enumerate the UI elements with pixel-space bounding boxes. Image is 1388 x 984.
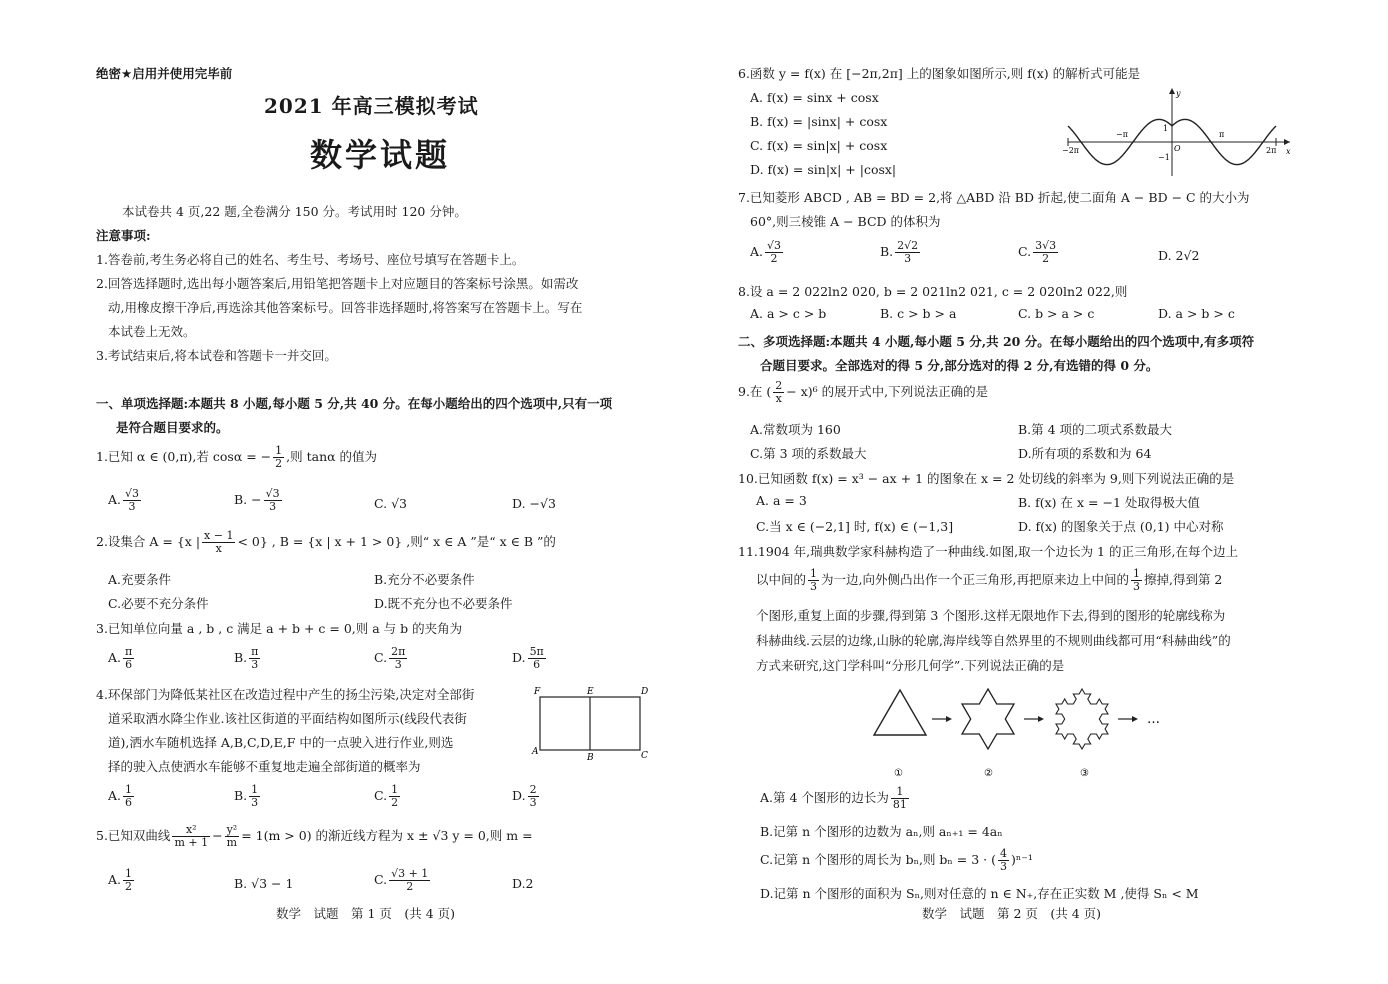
question-11-line: 方式来研究,这门学科叫“分形几何学”.下列说法正确的是 [756, 658, 1065, 673]
koch-stage-3 [1056, 689, 1108, 749]
question-7-line: 60°,则三棱锥 A − BCD 的体积为 [750, 214, 941, 229]
q6-option-c: C. f(x) = sin|x| + cosx [750, 138, 888, 153]
q4-option-d: D. $\frac{2}{3}$ [512, 783, 537, 809]
question-4-line: 道采取洒水降尘作业.该社区街道的平面结构如图所示(线段代表街 [108, 711, 467, 726]
question-9-stem: 9.在 ( $\frac{2}{x}$ − x)⁶ 的展开式中,下列说法正确的是 [738, 379, 989, 405]
q4-option-a: A. $\frac{1}{6}$ [108, 783, 133, 809]
question-5-stem: 5.已知双曲线 $\frac{\text{x²}}{m + 1}$ − $\frac{\text{y²}}{m}$ = 1(m > 0) 的渐近线方程为 x ± √3 y = 0,则 m = [96, 823, 533, 849]
origin-label: O [1174, 144, 1181, 153]
q7-option-a: A. $\frac{√3}{2}$ [750, 239, 782, 265]
ellipsis: … [1147, 712, 1160, 727]
koch-stage-2 [962, 689, 1014, 749]
q2-option-b: B.充分不必要条件 [374, 572, 475, 587]
section1-heading: 一、单项选择题:本题共 8 小题,每小题 5 分,共 40 分。在每小题给出的四个选项中,只有一项 [96, 396, 613, 411]
point-label: D [641, 687, 649, 697]
q9-option-b: B.第 4 项的二项式系数最大 [1018, 422, 1173, 437]
function-graph [1062, 84, 1298, 180]
question-2-stem: 2.设集合 A = {x | $\frac{x - 1}{x}$ < 0} , B = {x | x + 1 > 0} ,则“ x ∈ A ”是“ x ∈ B ”的 [96, 529, 556, 555]
section1-heading-cont: 是符合题目要求的。 [116, 420, 229, 435]
question-4-line: 择的驶入点使洒水车能够不重复地走遍全部街道的概率为 [108, 759, 421, 774]
exam-title: 2021 年高三模拟考试 [264, 94, 479, 118]
q6-option-b: B. f(x) = |sinx| + cosx [750, 114, 888, 129]
question-8-stem: 8.设 a = 2 022ln2 020, b = 2 021ln2 021, c = 2 020ln2 022,则 [738, 284, 1128, 299]
q10-option-b: B. f(x) 在 x = −1 处取得极大值 [1018, 495, 1200, 510]
note-line: 动,用橡皮擦干净后,再选涂其他答案标号。回答非选择题时,将答案写在答题卡上。写在 [108, 300, 583, 315]
note-line: 3.考试结束后,将本试卷和答题卡一并交回。 [96, 348, 337, 363]
q10-option-a: A. a = 3 [756, 493, 807, 508]
q8-option-c: C. b > a > c [1018, 306, 1095, 321]
tick-label: −2π [1062, 146, 1080, 155]
page-footer-left: 数学 试题 第 1 页 (共 4 页) [276, 906, 456, 921]
q9-option-d: D.所有项的系数和为 64 [1018, 446, 1152, 461]
y-axis-arrow-icon [1169, 88, 1175, 94]
point-label: C [641, 751, 648, 761]
x-axis-arrow-icon [1284, 139, 1290, 145]
subject-title: 数学试题 [310, 136, 451, 174]
q3-option-d: D. $\frac{5\pi}{6}$ [512, 645, 544, 671]
q3-option-a: A. $\frac{\pi}{6}$ [108, 645, 133, 671]
q10-option-c: C.当 x ∈ (−2,1] 时, f(x) ∈ (−1,3] [756, 519, 954, 534]
q6-option-d: D. f(x) = sin|x| + |cosx| [750, 162, 897, 177]
q1-option-a: A. $\frac{√3}{3}$ [108, 487, 140, 513]
q11-option-c: C.记第 n 个图形的周长为 bₙ,则 bₙ = 3 · ( $\frac{4}{3}$ )ⁿ⁻¹ [760, 847, 1033, 873]
arrow-right-icon [1132, 716, 1138, 722]
koch-stage-1 [874, 690, 926, 735]
question-11-line: 个图形,重复上面的步骤,得到第 3 个图形.这样无限地作下去,得到的图形的轮廓线称为 [756, 608, 1226, 623]
figure-label: ① [894, 768, 903, 779]
q11-option-a: A.第 4 个图形的边长为 $\frac{1}{81}$ [760, 785, 907, 811]
q3-option-b: B. $\frac{\pi}{3}$ [234, 645, 259, 671]
question-3-stem: 3.已知单位向量 a , b , c 满足 a + b + c = 0,则 a 与 b 的夹角为 [96, 621, 463, 636]
tick-label: −π [1116, 130, 1128, 139]
arrow-right-icon [946, 716, 952, 722]
q1-option-d: D. −√3 [512, 496, 556, 511]
q3-option-c: C. $\frac{2\pi}{3}$ [374, 645, 406, 671]
question-11-line: 以中间的 $\frac{1}{3}$ 为一边,向外侧凸出作一个正三角形,再把原来边上中间的 $\frac{1}{3}$ 擦掉,得到第 2 [756, 567, 1223, 593]
x-axis-label: x [1286, 147, 1291, 156]
question-11-line: 科赫曲线.云层的边缘,山脉的轮廓,海岸线等自然界里的不规则曲线都可用“科赫曲线”的 [756, 633, 1231, 648]
q9-option-a: A.常数项为 160 [750, 422, 841, 437]
figure-label: ② [984, 768, 993, 779]
question-10-stem: 10.已知函数 f(x) = x³ − ax + 1 的图象在 x = 2 处切线的斜率为 9,则下列说法正确的是 [738, 471, 1235, 486]
q5-option-d: D.2 [512, 876, 534, 891]
point-label: A [532, 747, 539, 757]
figure-label: ③ [1080, 768, 1089, 779]
tick-label: 2π [1266, 146, 1277, 155]
koch-snowflake-figure [864, 682, 1184, 782]
q1-option-c: C. √3 [374, 496, 407, 511]
q8-option-d: D. a > b > c [1158, 306, 1235, 321]
q2-option-d: D.既不充分也不必要条件 [374, 596, 513, 611]
note-line: 1.答卷前,考生务必将自己的姓名、考生号、考场号、座位号填写在答题卡上。 [96, 252, 525, 267]
note-line: 2.回答选择题时,选出每小题答案后,用铅笔把答题卡上对应题目的答案标号涂黑。如需改 [96, 276, 579, 291]
q5-option-b: B. √3 − 1 [234, 876, 294, 891]
arrow-right-icon [1038, 716, 1044, 722]
question-7-line: 7.已知菱形 ABCD , AB = BD = 2,将 △ABD 沿 BD 折起,使二面角 A − BD − C 的大小为 [738, 190, 1250, 205]
question-4-line: 道),洒水车随机选择 A,B,C,D,E,F 中的一点驶入进行作业,则选 [108, 735, 454, 750]
question-1-stem: 1.已知 α ∈ (0,π),若 cosα = − $\frac{1}{2}$ ,则 tanα 的值为 [96, 444, 378, 470]
q8-option-b: B. c > b > a [880, 306, 957, 321]
tick-label: −1 [1158, 153, 1170, 162]
tick-label: 1 [1163, 124, 1169, 133]
point-label: B [587, 753, 594, 763]
street-layout-figure [530, 684, 654, 764]
exam-intro: 本试卷共 4 页,22 题,全卷满分 150 分。考试用时 120 分钟。 [122, 204, 467, 219]
q10-option-d: D. f(x) 的图象关于点 (0,1) 中心对称 [1018, 519, 1224, 534]
q4-option-b: B. $\frac{1}{3}$ [234, 783, 259, 809]
q2-option-c: C.必要不充分条件 [108, 596, 209, 611]
note-line: 本试卷上无效。 [108, 324, 196, 339]
q7-option-c: C. $\frac{3√3}{2}$ [1018, 239, 1057, 265]
q5-option-a: A. $\frac{1}{2}$ [108, 867, 133, 893]
section2-heading-cont: 合题目要求。全部选对的得 5 分,部分选对的得 2 分,有选错的得 0 分。 [760, 358, 1159, 373]
q9-option-c: C.第 3 项的系数最大 [750, 446, 867, 461]
q11-option-b: B.记第 n 个图形的边数为 aₙ,则 aₙ₊₁ = 4aₙ [760, 824, 1003, 839]
y-axis-label: y [1176, 89, 1181, 98]
q11-option-d: D.记第 n 个图形的面积为 Sₙ,则对任意的 n ∈ N₊,存在正实数 M ,使得 Sₙ < M [760, 886, 1199, 901]
point-label: F [534, 687, 541, 697]
q7-option-b: B. $\frac{2√2}{3}$ [880, 239, 919, 265]
q8-option-a: A. a > c > b [750, 306, 827, 321]
confidential-label: 绝密★启用并使用完毕前 [96, 66, 233, 81]
q7-option-d: D. 2√2 [1158, 248, 1200, 263]
question-4-line: 4.环保部门为降低某社区在改造过程中产生的扬尘污染,决定对全部街 [96, 687, 475, 702]
question-11-line: 11.1904 年,瑞典数学家科赫构造了一种曲线.如图,取一个边长为 1 的正三角形,在每个边上 [738, 544, 1238, 559]
q6-option-a: A. f(x) = sinx + cosx [750, 90, 879, 105]
question-6-stem: 6.函数 y = f(x) 在 [−2π,2π] 上的图象如图所示,则 f(x) 的解析式可能是 [738, 66, 1141, 81]
q1-option-b: B. − $\frac{√3}{3}$ [234, 487, 280, 513]
notes-heading: 注意事项: [96, 228, 151, 243]
q2-option-a: A.充要条件 [108, 572, 172, 587]
q4-option-c: C. $\frac{1}{2}$ [374, 783, 399, 809]
q5-option-c: C. $\frac{√3 + 1}{2}$ [374, 867, 429, 893]
page-footer-right: 数学 试题 第 2 页 (共 4 页) [922, 906, 1102, 921]
section2-heading: 二、多项选择题:本题共 4 小题,每小题 5 分,共 20 分。在每小题给出的四个选项中,有多项符 [738, 334, 1255, 349]
tick-label: π [1219, 130, 1225, 139]
point-label: E [587, 687, 594, 697]
